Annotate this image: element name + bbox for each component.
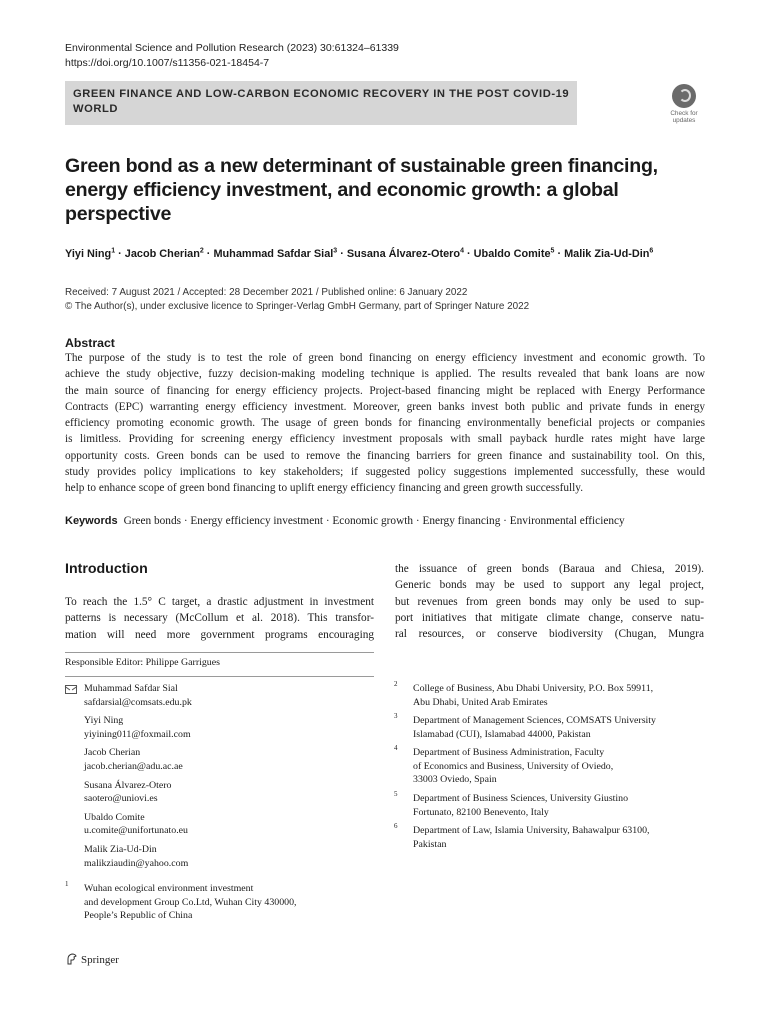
contact-entry [84, 843, 374, 870]
abstract-line: opportunity costs. Green bonds can be used to remove the financing barriers for green finance and sustainability tool. On this, [65, 449, 705, 462]
contact-email[interactable]: yiyining011@foxmail.com [84, 728, 191, 740]
check-for-updates-button[interactable] [664, 84, 704, 126]
contact-entry [84, 746, 374, 773]
abstract-line: the main source of financing for energy efficiency projects. Project-based financing might be replaced with Energy Performance [65, 384, 705, 397]
contact-entry [84, 811, 374, 838]
affiliation-line: Wuhan ecological environment investment [84, 883, 254, 894]
contact-email[interactable]: jacob.cherian@adu.ac.ae [84, 760, 183, 772]
affiliation-line: and development Group Co.Ltd, Wuhan City 430000, [84, 896, 297, 908]
affiliation-number: 3 [394, 712, 398, 720]
author-separator: · [554, 248, 565, 260]
abstract-line: Contracts (EPC) warranting energy efficiency investment. Moreover, green banks invest both public and private funds in energy [65, 400, 705, 413]
contact-entry [84, 682, 374, 709]
copyright-notice: © The Author(s), under exclusive licence to Springer-Verlag GmbH Germany, part of Springer Nature 2022 [65, 301, 530, 312]
author-name[interactable]: Ubaldo Comite [473, 248, 551, 260]
intro-line: but revenues from green bonds may only be used to sup- [395, 595, 704, 608]
affiliation-number: 4 [394, 744, 398, 752]
affiliation-line: Fortunato, 82100 Benevento, Italy [413, 806, 549, 818]
author-separator: · [203, 248, 214, 260]
affiliation-number: 5 [394, 790, 398, 798]
footnote-divider [65, 652, 374, 653]
intro-line: mation will need more government programs encouraging [65, 628, 374, 641]
affiliation-line: Department of Business Sciences, University Giustino [413, 793, 629, 804]
contact-name: Susana Álvarez-Otero [84, 779, 172, 791]
series-line-1: GREEN FINANCE AND LOW-CARBON ECONOMIC RECOVERY IN THE POST COVID-19 [73, 88, 570, 100]
contact-name: Muhammad Safdar Sial [84, 683, 178, 694]
author-affiliation-marker[interactable]: 6 [649, 247, 654, 255]
keywords-label: Keywords [65, 515, 118, 527]
contact-name: Jacob Cherian [84, 747, 141, 759]
contact-entry [84, 779, 374, 806]
intro-line: To reach the 1.5° C target, a drastic adjustment in investment [65, 596, 374, 608]
keywords-text: Green bonds · Energy efficiency investment · Economic growth · Energy financing · Environmental efficiency [123, 515, 625, 527]
author-affiliation-marker[interactable]: 4 [460, 247, 464, 255]
abstract-line: help to enhance scope of green bond financing to uplift energy efficiency financing and green growth successfully. [65, 482, 584, 495]
affiliation-text [413, 746, 713, 787]
author-name[interactable]: Yiyi Ning [65, 248, 112, 260]
affiliation-text [413, 714, 713, 741]
contact-email[interactable]: u.comite@unifortunato.eu [84, 825, 188, 837]
publication-dates: Received: 7 August 2021 / Accepted: 28 December 2021 / Published online: 6 January 2022 [65, 287, 468, 298]
affiliation-line: Abu Dhabi, United Arab Emirates [413, 696, 548, 708]
introduction-left-column [65, 594, 374, 643]
journal-citation: Environmental Science and Pollution Research (2023) 30:61324–61339 [65, 42, 399, 54]
check-updates-icon [672, 84, 696, 108]
contact-name: Malik Zia-Ud-Din [84, 843, 157, 855]
abstract-heading: Abstract [65, 336, 115, 350]
author-affiliation-marker[interactable]: 5 [550, 247, 555, 255]
check-updates-line-2: updates [672, 117, 696, 124]
series-line-2: WORLD [73, 103, 119, 115]
intro-line: Generic bonds may be used to support any legal project, [395, 579, 704, 592]
affiliation-line: Department of Management Sciences, COMSATS University [413, 715, 656, 726]
abstract-line: efficiency promoting economic growth. The usage of green bonds for financing environmentally beneficial projects or companies [65, 417, 705, 430]
responsible-editor: Responsible Editor: Philippe Garrigues [65, 657, 220, 668]
affiliation-number: 1 [65, 880, 69, 888]
intro-line: ral resources, or conserve biodiversity (Chugan, Mungra [395, 628, 704, 641]
abstract-line: The purpose of the study is to test the role of green bond financing on energy efficiency investment and economic growth. To [65, 352, 705, 364]
check-updates-label [664, 110, 704, 124]
abstract-line: is limitless. Providing for screening energy efficiency investment proposals with small payback hurdle rates might have large [65, 433, 705, 446]
abstract-line: study provides policy implications to key stakeholders; if suggested policy suggestions implemented successfully, these would [65, 466, 705, 479]
contact-email[interactable]: safdarsial@comsats.edu.pk [84, 696, 192, 708]
affiliation-line: College of Business, Abu Dhabi University, P.O. Box 59911, [413, 683, 654, 694]
author-separator: · [337, 248, 347, 260]
abstract-body [65, 350, 705, 497]
contact-name: Ubaldo Comite [84, 811, 145, 823]
author-contacts [84, 682, 374, 870]
author-name[interactable]: Muhammad Safdar Sial [213, 248, 334, 260]
abstract-line: achieve the study objective, fuzzy decision-making modeling technique is applied. The results revealed that bank loans are now [65, 368, 705, 381]
doi-link[interactable]: https://doi.org/10.1007/s11356-021-18454-7 [65, 57, 270, 69]
affiliation-line: of Economics and Business, University of Oviedo, [413, 760, 614, 772]
affiliation-line: Department of Law, Islamia University, Bahawalpur 63100, [413, 825, 650, 836]
affiliation-text [413, 824, 713, 851]
title-line-2: energy efficiency investment, and economic growth: a global [65, 179, 619, 201]
footnote-divider-2 [65, 676, 374, 677]
intro-line: the issuance of green bonds (Baraua and Chiesa, 2019). [395, 563, 704, 575]
title-line-1: Green bond as a new determinant of sustainable green financing, [65, 155, 658, 177]
affiliation-line: People’s Republic of China [84, 910, 193, 922]
affiliation-line: 33003 Oviedo, Spain [413, 774, 497, 786]
introduction-heading: Introduction [65, 561, 148, 577]
contact-email[interactable]: malikziaudin@yahoo.com [84, 857, 189, 869]
affiliation-number: 6 [394, 822, 398, 830]
author-name[interactable]: Malik Zia-Ud-Din [564, 248, 650, 260]
author-separator: · [115, 248, 125, 260]
title-line-3: perspective [65, 203, 172, 225]
envelope-icon [65, 685, 77, 694]
intro-line: port initiatives that mitigate climate change, conserve natu- [395, 611, 704, 624]
keywords [65, 514, 715, 529]
affiliation-text [413, 792, 713, 819]
affiliation-line: Pakistan [413, 838, 447, 850]
contact-email[interactable]: saotero@uniovi.es [84, 793, 158, 805]
author-list [65, 247, 705, 262]
affiliation-text [84, 882, 384, 923]
author-affiliation-marker[interactable]: 2 [199, 247, 204, 255]
contact-name: Yiyi Ning [84, 715, 124, 727]
check-updates-line-1: Check for [670, 110, 698, 117]
affiliation-number: 2 [394, 680, 398, 688]
intro-line: patterns is necessary (McCollum et al. 2018). This transfor- [65, 612, 374, 625]
springer-horse-icon [65, 952, 79, 966]
affiliation-line: Islamabad (CUI), Islamabad 44000, Pakistan [413, 728, 591, 740]
author-affiliation-marker[interactable]: 3 [333, 247, 338, 255]
affiliation-text [413, 682, 713, 709]
publisher-logo-text: Springer [81, 954, 119, 966]
introduction-right-column [395, 561, 704, 642]
affiliation-line: Department of Business Administration, Faculty [413, 747, 605, 758]
series-banner-text [73, 87, 573, 117]
author-affiliation-marker[interactable]: 1 [111, 247, 116, 255]
author-separator: · [463, 248, 474, 260]
author-name[interactable]: Susana Álvarez-Otero [346, 248, 461, 260]
paper-title [65, 154, 705, 226]
author-name[interactable]: Jacob Cherian [124, 248, 200, 260]
contact-entry [84, 714, 374, 741]
